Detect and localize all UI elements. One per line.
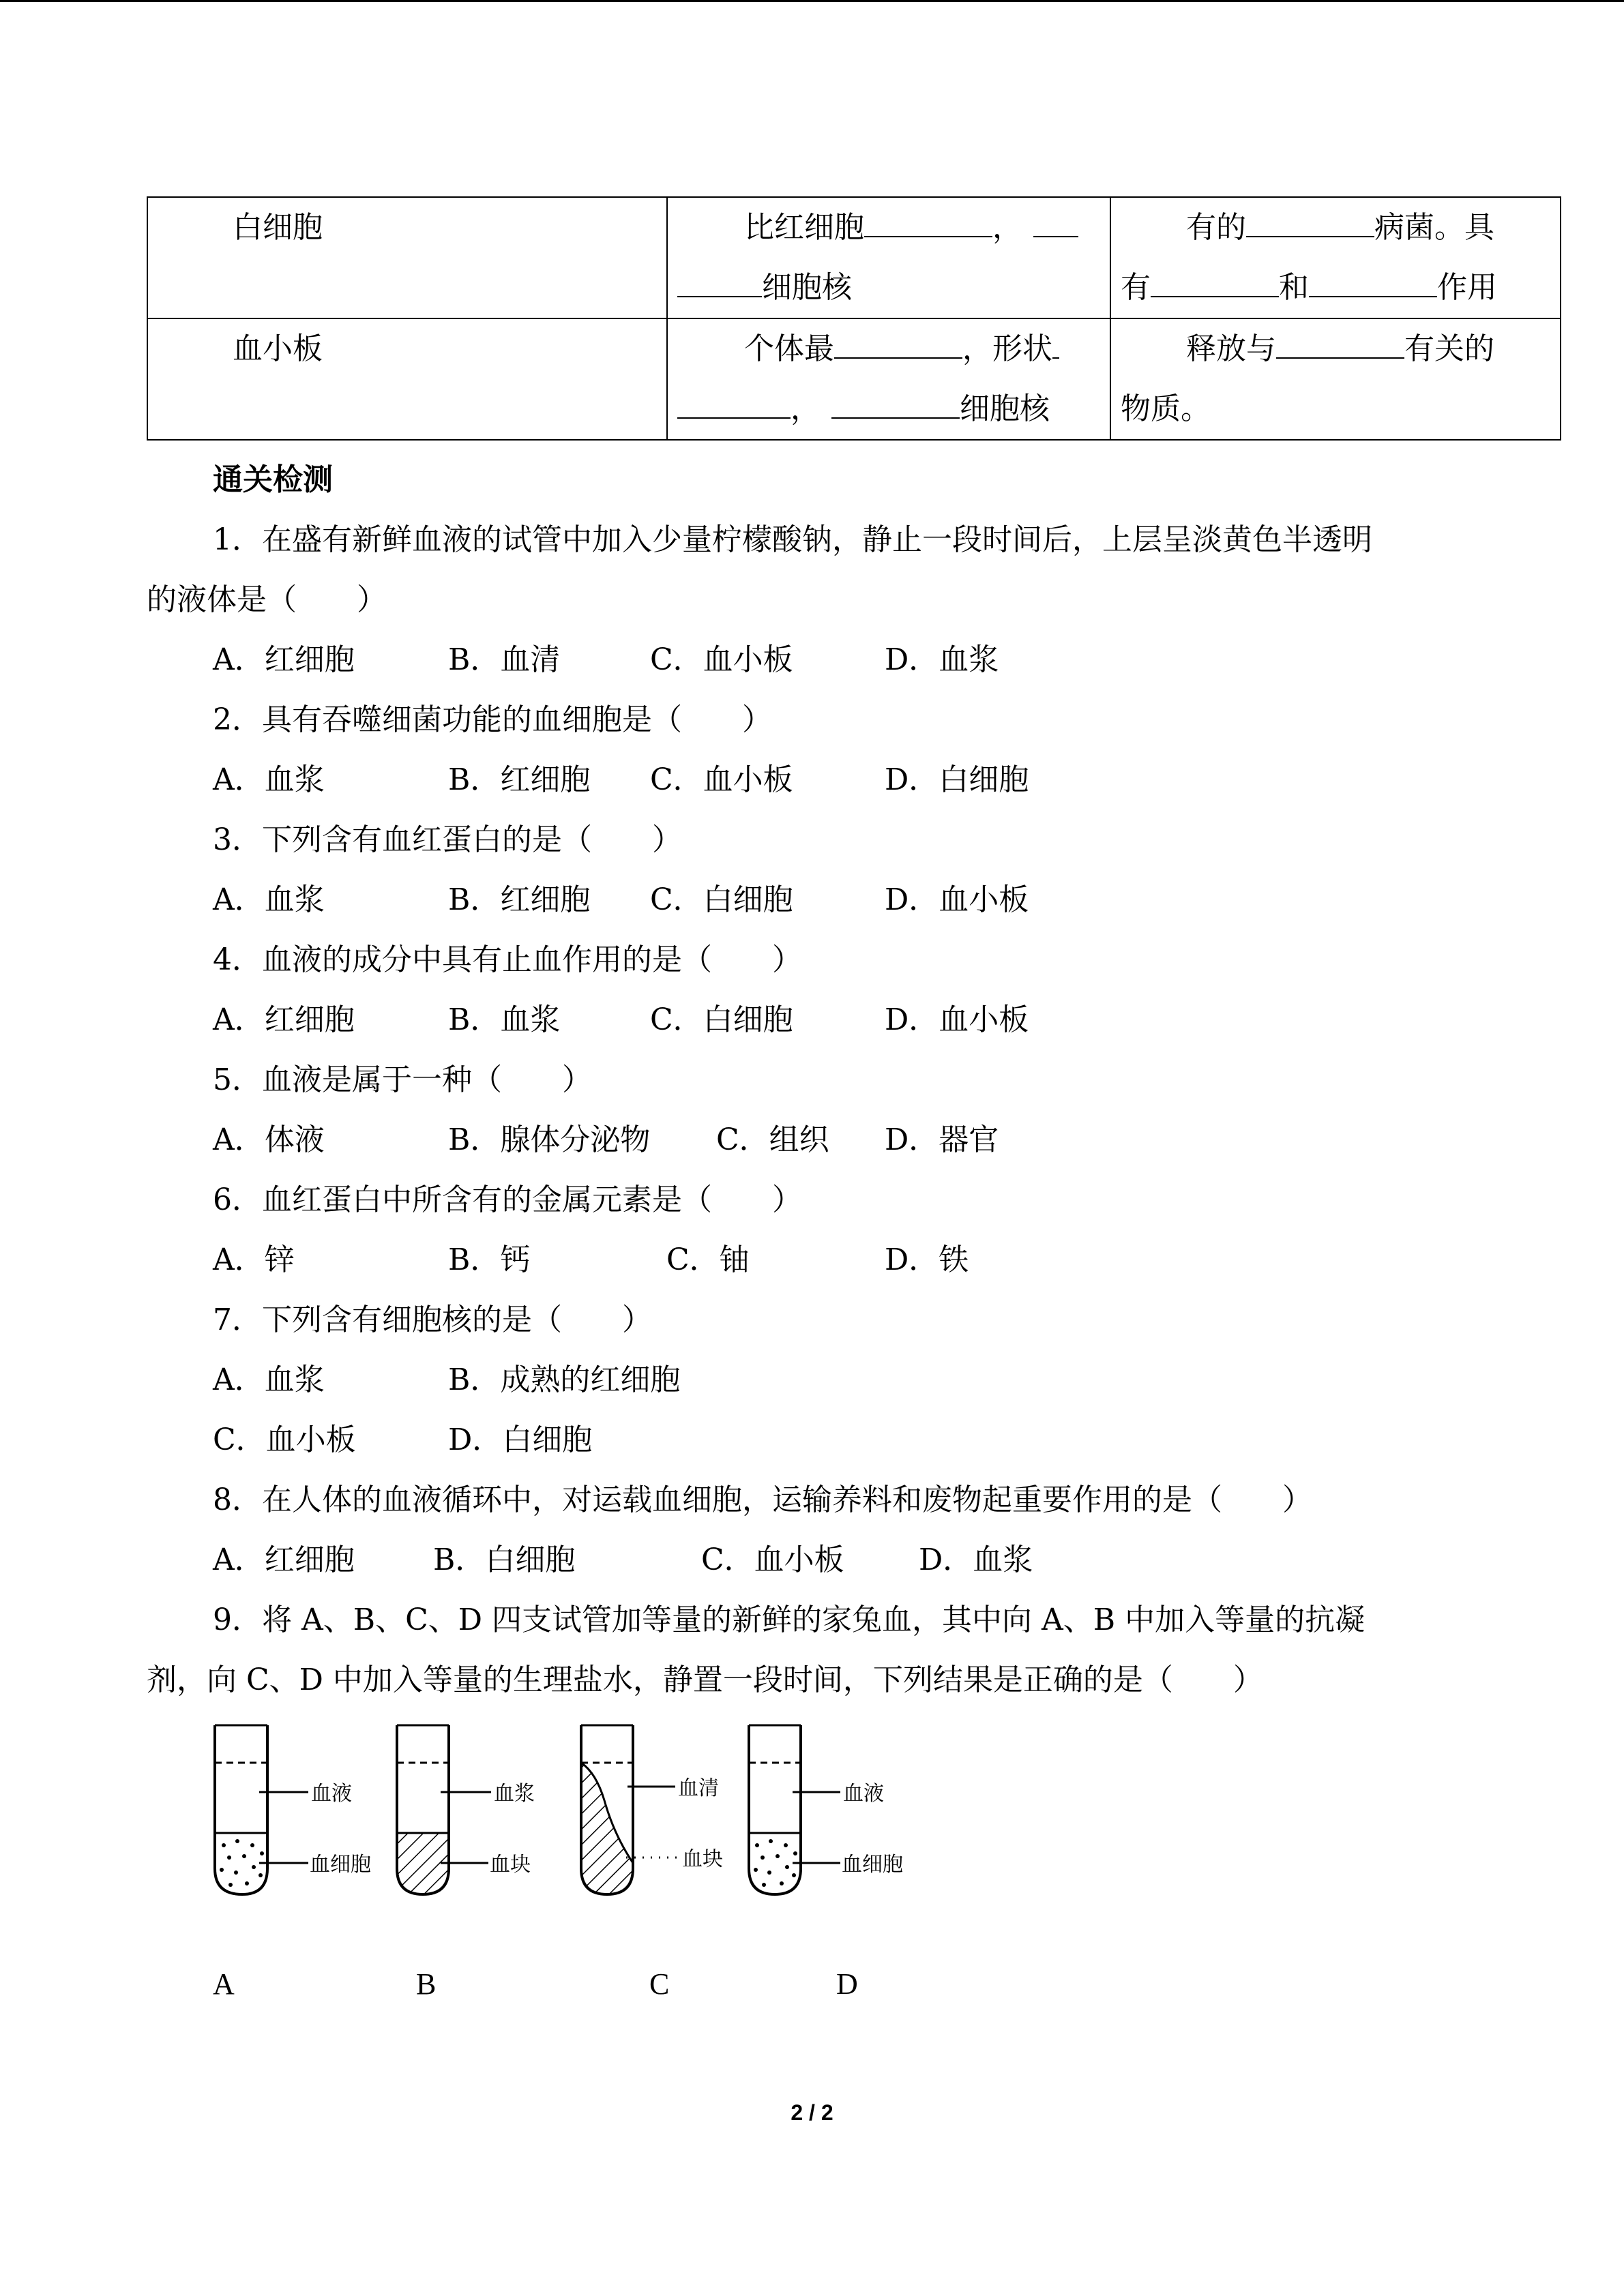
question-1-text-cont: 的液体是（ ） [147, 582, 387, 617]
cell-feature: 比红细胞 ， 细胞核 [667, 197, 1110, 318]
option-b[interactable]: B．成熟的红细胞 [448, 1362, 681, 1397]
option-c[interactable]: C．组织 [716, 1122, 829, 1157]
question-2-text: 2．具有吞噬细菌功能的血细胞是（ ） [213, 702, 772, 737]
option-c[interactable]: C．白细胞 [650, 882, 793, 917]
option-b[interactable]: B．钙 [448, 1242, 531, 1277]
tube-c-top-label: 血清 [678, 1776, 719, 1800]
option-c[interactable]: C．血小板 [213, 1422, 356, 1457]
tube-letter-c: C [649, 1967, 670, 2001]
option-a[interactable]: A．体液 [213, 1122, 325, 1157]
question-3-text: 3．下列含有血红蛋白的是（ ） [213, 822, 682, 857]
fill-blank[interactable] [1246, 209, 1374, 237]
option-b[interactable]: B．红细胞 [448, 882, 591, 917]
option-c[interactable]: C．血小板 [701, 1542, 844, 1577]
cell-name: 白细胞 [147, 197, 667, 318]
option-a[interactable]: A．锌 [213, 1242, 295, 1277]
section-title: 通关检测 [213, 462, 333, 497]
question-9-text-cont: 剂，向 C、D 中加入等量的生理盐水，静置一段时间，下列结果是正确的是（ ） [147, 1663, 1263, 1697]
fill-blank[interactable] [1052, 330, 1059, 359]
fill-blank[interactable] [1033, 209, 1078, 237]
option-b[interactable]: B．白细胞 [433, 1542, 576, 1577]
option-a[interactable]: A．血浆 [213, 762, 325, 797]
option-d[interactable]: D．血小板 [885, 882, 1029, 917]
option-a[interactable]: A．血浆 [213, 1362, 325, 1397]
option-d[interactable]: D．血浆 [885, 642, 999, 677]
question-5-text: 5．血液是属于一种（ ） [213, 1062, 592, 1097]
question-4-text: 4．血液的成分中具有止血作用的是（ ） [213, 942, 802, 977]
option-c[interactable]: C．血小板 [650, 642, 793, 677]
tube-d-bottom-label: 血细胞 [842, 1853, 903, 1877]
tube-letter-d: D [836, 1967, 858, 2001]
fill-blank[interactable] [1309, 269, 1437, 297]
tube-a-dots [220, 1839, 264, 1887]
tube-letter-b: B [416, 1967, 437, 2001]
option-a[interactable]: A．血浆 [213, 882, 325, 917]
tube-b-top-label: 血浆 [494, 1782, 535, 1806]
option-d[interactable]: D．血小板 [885, 1002, 1029, 1037]
question-7-text: 7．下列含有细胞核的是（ ） [213, 1302, 652, 1337]
question-1-text: 1．在盛有新鲜血液的试管中加入少量柠檬酸钠，静止一段时间后，上层呈淡黄色半透明 [213, 522, 1372, 557]
tube-a [215, 1725, 371, 1894]
tube-c-bottom-label: 血块 [682, 1847, 723, 1871]
option-d[interactable]: D．白细胞 [448, 1422, 593, 1457]
option-c[interactable]: C．铀 [666, 1242, 750, 1277]
option-c[interactable]: C．血小板 [650, 762, 793, 797]
fill-blank[interactable] [831, 390, 960, 419]
cell-name: 血小板 [147, 318, 667, 440]
option-b[interactable]: B．腺体分泌物 [448, 1122, 651, 1157]
option-b[interactable]: B．红细胞 [448, 762, 591, 797]
page-top-border [0, 0, 1624, 2]
question-9-text: 9．将 A、B、C、D 四支试管加等量的新鲜的家兔血，其中向 A、B 中加入等量的抗凝 [213, 1602, 1365, 1637]
fill-blank[interactable] [677, 269, 762, 297]
option-a[interactable]: A．红细胞 [213, 642, 355, 677]
cell-function: 有的 病菌。具 有 和 作用 [1110, 197, 1561, 318]
option-d[interactable]: D．铁 [885, 1242, 969, 1277]
question-8-text: 8．在人体的血液循环中，对运载血细胞，运输养料和废物起重要作用的是（ ） [213, 1482, 1312, 1517]
fill-blank[interactable] [834, 330, 962, 359]
tube-letter-a: A [213, 1967, 235, 2001]
table-row [147, 197, 1561, 318]
table-row [147, 318, 1561, 440]
tube-b-bottom-label: 血块 [490, 1853, 531, 1877]
tube-a-top-label: 血液 [311, 1782, 352, 1806]
fill-blank[interactable] [864, 209, 992, 237]
option-d[interactable]: D．白细胞 [885, 762, 1029, 797]
fill-blank[interactable] [677, 390, 791, 419]
test-tube-figure [205, 1712, 941, 1916]
option-d[interactable]: D．血浆 [919, 1542, 1033, 1577]
fill-blank[interactable] [1276, 330, 1404, 359]
page-number: 2 / 2 [791, 2100, 833, 2125]
fill-blank[interactable] [1151, 269, 1279, 297]
blood-cell-table [147, 196, 1561, 441]
option-d[interactable]: D．器官 [885, 1122, 999, 1157]
question-6-text: 6．血红蛋白中所含有的金属元素是（ ） [213, 1182, 802, 1217]
tube-c [581, 1725, 723, 1894]
tube-d-dots [754, 1839, 797, 1887]
tube-d [749, 1725, 903, 1894]
option-a[interactable]: A．红细胞 [213, 1542, 355, 1577]
option-b[interactable]: B．血浆 [448, 1002, 561, 1037]
cell-function: 释放与 有关的 物质。 [1110, 318, 1561, 440]
tube-d-top-label: 血液 [843, 1782, 884, 1806]
option-b[interactable]: B．血清 [448, 642, 561, 677]
tube-c-clot [581, 1763, 633, 1894]
option-c[interactable]: C．白细胞 [650, 1002, 793, 1037]
tube-a-bottom-label: 血细胞 [310, 1853, 371, 1877]
tube-b [397, 1725, 535, 1894]
cell-feature: 个体最 ，形状 ， 细胞核 [667, 318, 1110, 440]
option-a[interactable]: A．红细胞 [213, 1002, 355, 1037]
